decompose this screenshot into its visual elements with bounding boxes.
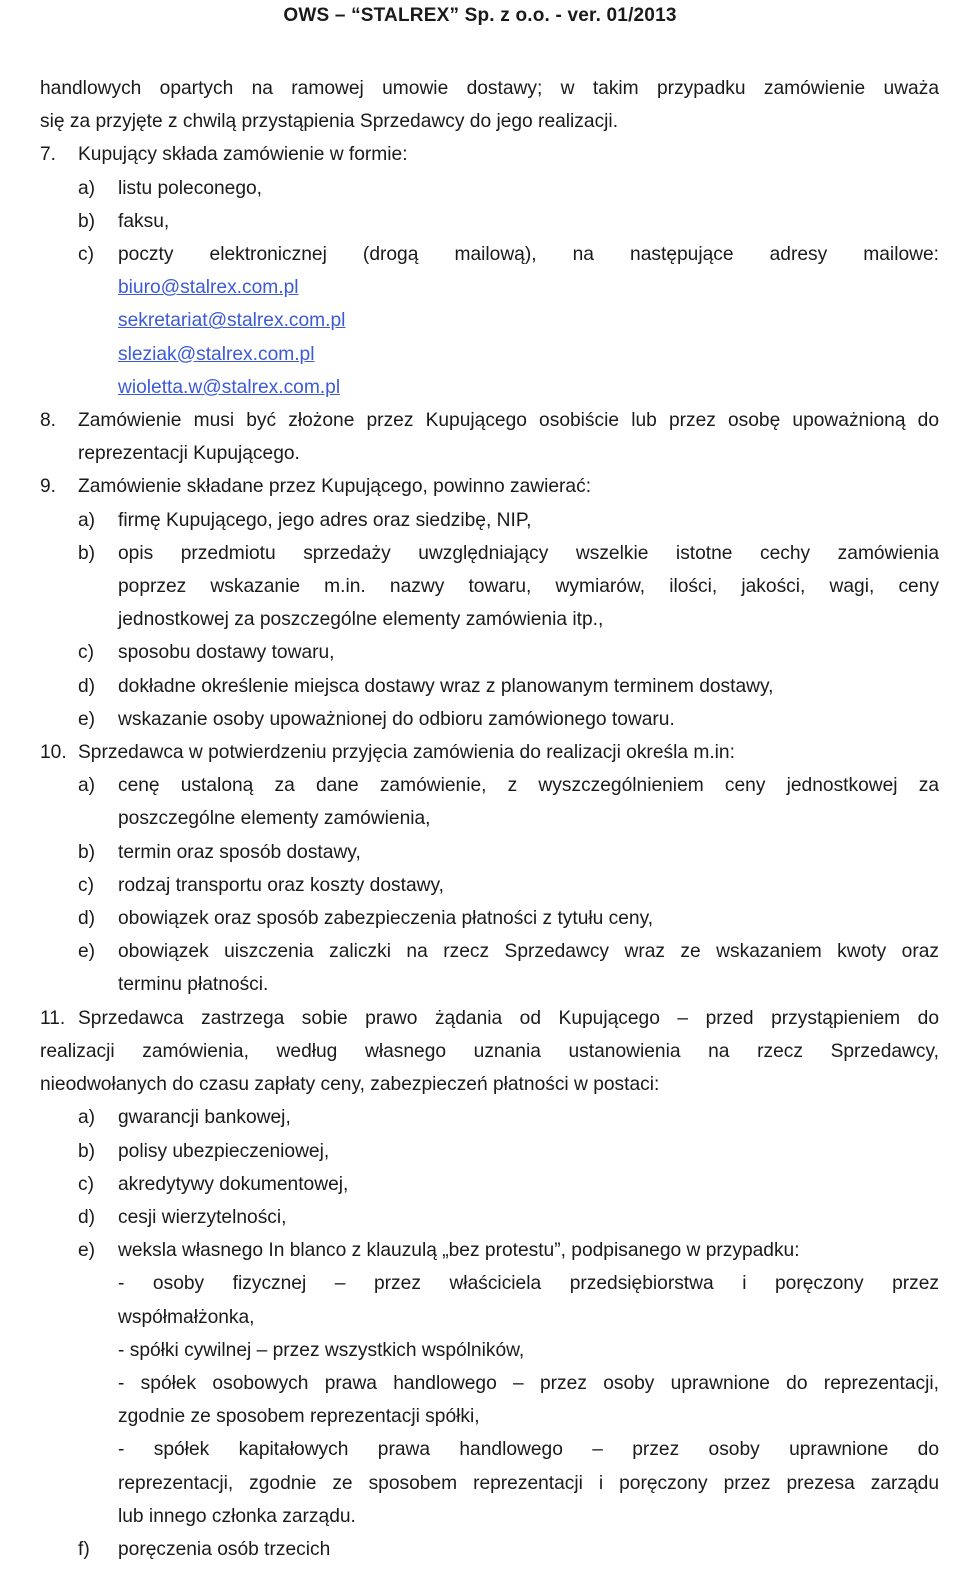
list-item (40, 636, 939, 669)
section-number: 10. (40, 742, 67, 764)
item-label: a) (78, 775, 96, 797)
item-text: obowiązek uiszczenia zaliczki na rzecz Sprzedawcy wraz ze wskazaniem kwoty oraz (118, 941, 939, 963)
list-item (40, 836, 939, 869)
section-9 (40, 470, 939, 503)
item-label: d) (78, 675, 96, 697)
paragraph-line: nieodwołanych do czasu zapłaty ceny, zabezpieczeń płatności w postaci: (40, 1074, 660, 1096)
email-link-biuro[interactable]: biuro@stalrex.com.pl (118, 277, 299, 299)
section-7 (40, 138, 939, 171)
section-text: Kupujący składa zamówienie w formie: (78, 144, 408, 166)
list-item (40, 1234, 939, 1267)
sub-item-line: - spółek osobowych prawa handlowego – przez osoby uprawnione do reprezentacji, (118, 1372, 939, 1394)
list-item (40, 902, 939, 935)
list-item (40, 1201, 939, 1234)
list-item (40, 703, 939, 736)
section-number: 11. (40, 1007, 66, 1029)
section-number: 7. (40, 144, 57, 166)
paragraph-line: jednostkowej za poszczególne elementy zamówienia itp., (118, 609, 604, 631)
item-text: akredytywy dokumentowej, (118, 1173, 349, 1195)
page-header: OWS – “STALREX” Sp. z o.o. - ver. 01/2013 (283, 5, 677, 26)
list-item (40, 869, 939, 902)
list-item (40, 1168, 939, 1201)
item-label: a) (78, 177, 96, 199)
item-text: sposobu dostawy towaru, (118, 642, 335, 664)
item-label: c) (78, 244, 94, 266)
list-item (40, 769, 939, 802)
list-item (40, 670, 939, 703)
document-body (40, 72, 939, 1566)
item-label: b) (78, 1140, 96, 1162)
list-item (40, 537, 939, 570)
list-item (40, 1533, 939, 1566)
item-label: e) (78, 1240, 96, 1262)
sub-item-line: - spółek kapitałowych prawa handlowego – przez osoby uprawnione do (118, 1439, 939, 1461)
item-text: dokładne określenie miejsca dostawy wraz z planowanym terminem dostawy, (118, 675, 774, 697)
paragraph-line: handlowych opartych na ramowej umowie dostawy; w takim przypadku zamówienie uważa (40, 78, 939, 99)
sub-item-line: - spółki cywilnej – przez wszystkich wspólników, (118, 1339, 525, 1361)
list-item (40, 1101, 939, 1134)
list-item (40, 504, 939, 537)
item-label: b) (78, 841, 96, 863)
paragraph-line: terminu płatności. (118, 974, 269, 996)
section-text: Sprzedawca w potwierdzeniu przyjęcia zamówienia do realizacji określa m.in: (78, 742, 735, 764)
section-number: 8. (40, 410, 57, 432)
sub-item-line: lub innego członka zarządu. (118, 1505, 356, 1527)
item-label: b) (78, 210, 96, 232)
list-item (40, 205, 939, 238)
section-text: Sprzedawca zastrzega sobie prawo żądania od Kupującego – przed przystąpieniem do (78, 1007, 939, 1029)
item-label: f) (78, 1538, 90, 1560)
item-text: faksu, (118, 210, 170, 232)
list-item (40, 238, 939, 271)
item-label: d) (78, 908, 96, 930)
email-link-sleziak[interactable]: sleziak@stalrex.com.pl (118, 343, 315, 365)
paragraph-line: realizacji zamówienia, według własnego uznania ustanowienia na rzecz Sprzedawcy, (40, 1040, 939, 1062)
sub-item-line: zgodnie ze sposobem reprezentacji spółki, (118, 1406, 480, 1428)
section-number: 9. (40, 476, 57, 498)
paragraph-line: poprzez wskazanie m.in. nazwy towaru, wymiarów, ilości, jakości, wagi, ceny (118, 576, 939, 598)
email-list (40, 271, 939, 404)
paragraph-line: się za przyjęte z chwilą przystąpienia Sprzedawcy do jego realizacji. (40, 111, 619, 133)
list-item (40, 1135, 939, 1168)
item-label: a) (78, 1107, 96, 1129)
sub-item-line: współmałżonka, (118, 1306, 255, 1328)
item-text: wskazanie osoby upoważnionej do odbioru zamówionego towaru. (118, 708, 675, 730)
item-text: cenę ustaloną za dane zamówienie, z wyszczególnieniem ceny jednostkowej za (118, 775, 939, 797)
paragraph-line: reprezentacji Kupującego. (78, 443, 300, 465)
item-label: e) (78, 941, 96, 963)
item-text: firmę Kupującego, jego adres oraz siedzibę, NIP, (118, 509, 532, 531)
item-label: a) (78, 509, 96, 531)
item-label: d) (78, 1206, 96, 1228)
item-text: obowiązek oraz sposób zabezpieczenia płatności z tytułu ceny, (118, 908, 654, 930)
item-text: poczty elektronicznej (drogą mailową), na następujące adresy mailowe: (118, 244, 939, 266)
item-label: e) (78, 708, 96, 730)
item-text: weksla własnego In blanco z klauzulą „bez protestu”, podpisanego w przypadku: (118, 1240, 800, 1262)
section-11 (40, 1002, 939, 1035)
item-text: poręczenia osób trzecich (118, 1538, 331, 1560)
section-10 (40, 736, 939, 769)
email-link-wioletta[interactable]: wioletta.w@stalrex.com.pl (118, 376, 341, 398)
list-item (40, 172, 939, 205)
list-item (40, 935, 939, 968)
item-text: termin oraz sposób dostawy, (118, 841, 361, 863)
item-label: c) (78, 874, 94, 896)
sub-item-line: reprezentacji, zgodnie ze sposobem reprezentacji i poręczony przez prezesa zarządu (118, 1472, 939, 1494)
item-text: rodzaj transportu oraz koszty dostawy, (118, 874, 444, 896)
item-text: cesji wierzytelności, (118, 1206, 287, 1228)
item-label: c) (78, 1173, 94, 1195)
item-text: listu poleconego, (118, 177, 263, 199)
item-text: polisy ubezpieczeniowej, (118, 1140, 330, 1162)
section-text: Zamówienie składane przez Kupującego, powinno zawierać: (78, 476, 592, 498)
item-text: opis przedmiotu sprzedaży uwzględniający wszelkie istotne cechy zamówienia (118, 542, 939, 564)
item-text: gwarancji bankowej, (118, 1107, 291, 1129)
section-text: Zamówienie musi być złożone przez Kupującego osobiście lub przez osobę upoważnioną do (78, 410, 939, 432)
item-label: c) (78, 642, 94, 664)
item-label: b) (78, 542, 96, 564)
sub-item-line: - osoby fizycznej – przez właściciela przedsiębiorstwa i poręczony przez (118, 1273, 939, 1295)
section-8 (40, 404, 939, 437)
email-link-sekretariat[interactable]: sekretariat@stalrex.com.pl (118, 310, 346, 332)
sub-list (40, 1267, 939, 1533)
paragraph-line: poszczególne elementy zamówienia, (118, 808, 431, 830)
